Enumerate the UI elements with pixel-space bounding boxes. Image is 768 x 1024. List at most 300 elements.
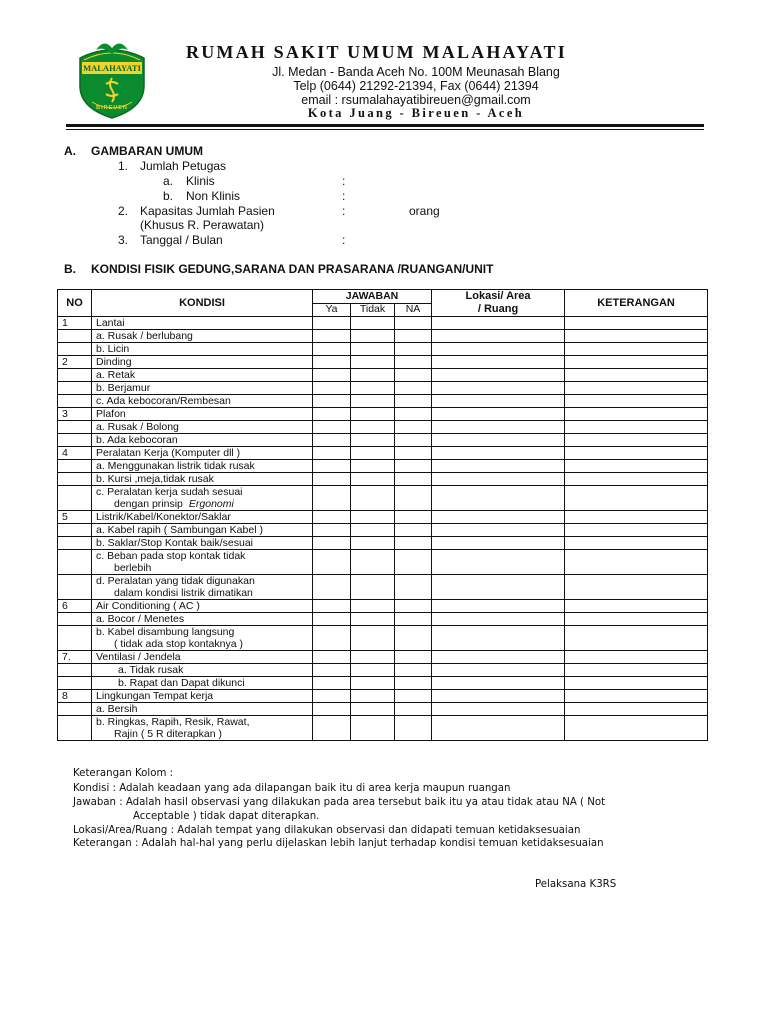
table-row [58, 703, 708, 716]
row-number [58, 550, 92, 575]
row-kondisi [92, 330, 313, 343]
keterangan-cell[interactable] [565, 690, 708, 703]
row-kondisi-line1: Plafon [96, 408, 126, 420]
section-a-letter: A. [64, 144, 76, 158]
answer-tidak-cell[interactable] [351, 447, 395, 460]
lokasi-cell[interactable] [432, 356, 565, 369]
item-1b-label: Non Klinis [186, 189, 241, 203]
row-kondisi-line1: Lingkungan Tempat kerja [96, 690, 214, 702]
table-row [58, 651, 708, 664]
row-kondisi [92, 575, 313, 600]
table-row [58, 473, 708, 486]
lokasi-cell[interactable] [432, 382, 565, 395]
lokasi-cell[interactable] [432, 664, 565, 677]
col-lokasi-line2: / Ruang [477, 303, 519, 315]
row-kondisi-line1: Peralatan Kerja (Komputer dll ) [96, 447, 241, 459]
table-row [58, 434, 708, 447]
keterangan-cell[interactable] [565, 395, 708, 408]
answer-ya-cell[interactable] [313, 511, 351, 524]
answer-na-cell[interactable] [395, 473, 432, 486]
row-number [58, 677, 92, 690]
answer-tidak-cell[interactable] [351, 343, 395, 356]
answer-na-cell[interactable] [395, 382, 432, 395]
answer-tidak-cell[interactable] [351, 550, 395, 575]
row-kondisi [92, 626, 313, 651]
row-number [58, 421, 92, 434]
table-row [58, 343, 708, 356]
answer-ya-cell[interactable] [313, 575, 351, 600]
lokasi-cell[interactable] [432, 550, 565, 575]
header-rule-thin [66, 129, 704, 130]
answer-tidak-cell[interactable] [351, 690, 395, 703]
logo-text: MALAHAYATI [83, 63, 141, 73]
keterangan-cell[interactable] [565, 575, 708, 600]
answer-ya-cell[interactable] [313, 473, 351, 486]
row-kondisi-line1: a. Bersih [96, 703, 138, 715]
section-b-title: KONDISI FISIK GEDUNG,SARANA DAN PRASARANA /RUANGAN/UNIT [91, 262, 494, 276]
row-kondisi [92, 703, 313, 716]
row-kondisi [92, 434, 313, 447]
table-body [58, 317, 708, 741]
row-kondisi-line2 [96, 587, 312, 599]
answer-ya-cell[interactable] [313, 550, 351, 575]
row-number: 7. [58, 651, 92, 664]
answer-tidak-cell[interactable] [351, 537, 395, 550]
email-line: email : rsumalahayatibireuen@gmail.com [301, 93, 531, 107]
table-row [58, 600, 708, 613]
answer-ya-cell[interactable] [313, 395, 351, 408]
answer-na-cell[interactable] [395, 664, 432, 677]
table-row [58, 317, 708, 330]
lokasi-cell[interactable] [432, 511, 565, 524]
row-kondisi-line1: Dinding [96, 356, 132, 368]
row-kondisi-line2 [96, 562, 312, 574]
row-number [58, 473, 92, 486]
lokasi-cell[interactable] [432, 613, 565, 626]
lokasi-cell[interactable] [432, 421, 565, 434]
table-row [58, 677, 708, 690]
table-row [58, 330, 708, 343]
lokasi-cell[interactable] [432, 395, 565, 408]
note-jawaban-2: Acceptable ) tidak dapat diterapkan. [133, 811, 320, 822]
hospital-logo [70, 36, 154, 120]
item-2-sublabel: (Khusus R. Perawatan) [140, 218, 265, 232]
answer-ya-cell[interactable] [313, 651, 351, 664]
row-kondisi [92, 677, 313, 690]
answer-na-cell[interactable] [395, 550, 432, 575]
answer-ya-cell[interactable] [313, 664, 351, 677]
table-row [58, 356, 708, 369]
lokasi-cell[interactable] [432, 330, 565, 343]
row-kondisi-line1: a. Rusak / Bolong [96, 421, 179, 433]
answer-ya-cell[interactable] [313, 382, 351, 395]
lokasi-cell[interactable] [432, 473, 565, 486]
row-kondisi [92, 600, 313, 613]
keterangan-cell[interactable] [565, 537, 708, 550]
row-kondisi [92, 664, 313, 677]
answer-tidak-cell[interactable] [351, 524, 395, 537]
table-row [58, 395, 708, 408]
row-kondisi [92, 651, 313, 664]
keterangan-cell[interactable] [565, 613, 708, 626]
keterangan-cell[interactable] [565, 330, 708, 343]
answer-ya-cell[interactable] [313, 356, 351, 369]
lokasi-cell[interactable] [432, 524, 565, 537]
answer-na-cell[interactable] [395, 575, 432, 600]
table-row [58, 460, 708, 473]
row-kondisi-line1: c. Beban pada stop kontak tidak [96, 550, 246, 562]
item-1-number: 1. [118, 159, 129, 173]
keterangan-cell[interactable] [565, 677, 708, 690]
hospital-name: RUMAH SAKIT UMUM MALAHAYATI [186, 42, 567, 62]
keterangan-cell[interactable] [565, 664, 708, 677]
table-row [58, 716, 708, 741]
row-kondisi-line1: Listrik/Kabel/Konektor/Saklar [96, 511, 231, 523]
item-2-unit: orang [409, 204, 440, 218]
answer-tidak-cell[interactable] [351, 716, 395, 741]
answer-na-cell[interactable] [395, 703, 432, 716]
row-kondisi-line1: Lantai [96, 317, 125, 329]
item-2-number: 2. [118, 204, 129, 218]
row-kondisi-line1: c. Ada kebocoran/Rembesan [96, 395, 231, 407]
answer-ya-cell[interactable] [313, 317, 351, 330]
row-kondisi-line2 [96, 638, 312, 650]
lokasi-cell[interactable] [432, 600, 565, 613]
row-kondisi-line2-text: ( tidak ada stop kontaknya ) [114, 638, 243, 650]
keterangan-cell[interactable] [565, 600, 708, 613]
city-line: Kota Juang - Bireuen - Aceh [307, 106, 525, 120]
answer-tidak-cell[interactable] [351, 626, 395, 651]
item-3-label: Tanggal / Bulan [140, 233, 223, 247]
answer-ya-cell[interactable] [313, 434, 351, 447]
answer-ya-cell[interactable] [313, 600, 351, 613]
col-no-header: NO [58, 290, 92, 317]
row-kondisi [92, 716, 313, 741]
row-kondisi-line1: a. Rusak / berlubang [96, 330, 193, 342]
row-number [58, 613, 92, 626]
lokasi-cell[interactable] [432, 486, 565, 511]
table-row [58, 382, 708, 395]
keterangan-cell[interactable] [565, 408, 708, 421]
keterangan-cell[interactable] [565, 716, 708, 741]
answer-ya-cell[interactable] [313, 460, 351, 473]
col-jawaban-header: JAWABAN [313, 290, 432, 304]
keterangan-cell[interactable] [565, 343, 708, 356]
lokasi-cell[interactable] [432, 343, 565, 356]
row-number [58, 524, 92, 537]
row-kondisi [92, 343, 313, 356]
answer-na-cell[interactable] [395, 524, 432, 537]
answer-na-cell[interactable] [395, 369, 432, 382]
answer-tidak-cell[interactable] [351, 703, 395, 716]
row-number [58, 395, 92, 408]
notes-heading: Keterangan Kolom : [73, 768, 174, 779]
answer-tidak-cell[interactable] [351, 356, 395, 369]
row-kondisi [92, 395, 313, 408]
lokasi-cell[interactable] [432, 716, 565, 741]
table-row [58, 408, 708, 421]
row-number [58, 703, 92, 716]
answer-na-cell[interactable] [395, 317, 432, 330]
row-kondisi-line2-text: dalam kondisi listrik dimatikan [114, 587, 253, 599]
row-number [58, 716, 92, 741]
lokasi-cell[interactable] [432, 447, 565, 460]
row-kondisi-line2-italic: Ergonomi [188, 498, 234, 510]
row-kondisi-line1: a. Bocor / Menetes [96, 613, 185, 625]
item-1b-colon: : [342, 189, 346, 203]
answer-tidak-cell[interactable] [351, 330, 395, 343]
lokasi-cell[interactable] [432, 408, 565, 421]
row-number: 3 [58, 408, 92, 421]
signature-label: Pelaksana K3RS [535, 879, 617, 890]
item-1b-letter: b. [163, 189, 174, 203]
lokasi-cell[interactable] [432, 434, 565, 447]
row-kondisi [92, 369, 313, 382]
row-kondisi [92, 537, 313, 550]
answer-tidak-cell[interactable] [351, 664, 395, 677]
col-ya-header: Ya [313, 303, 351, 317]
lokasi-cell[interactable] [432, 703, 565, 716]
keterangan-cell[interactable] [565, 447, 708, 460]
keterangan-cell[interactable] [565, 382, 708, 395]
answer-ya-cell[interactable] [313, 421, 351, 434]
row-kondisi-line1: b. Berjamur [96, 382, 151, 394]
answer-na-cell[interactable] [395, 537, 432, 550]
row-kondisi [92, 382, 313, 395]
col-lokasi-line1: Lokasi/ Area [465, 290, 531, 302]
answer-na-cell[interactable] [395, 651, 432, 664]
answer-tidak-cell[interactable] [351, 395, 395, 408]
lokasi-cell[interactable] [432, 626, 565, 651]
answer-tidak-cell[interactable] [351, 421, 395, 434]
answer-tidak-cell[interactable] [351, 317, 395, 330]
row-number [58, 460, 92, 473]
answer-na-cell[interactable] [395, 408, 432, 421]
answer-na-cell[interactable] [395, 677, 432, 690]
answer-tidak-cell[interactable] [351, 575, 395, 600]
row-kondisi [92, 356, 313, 369]
answer-tidak-cell[interactable] [351, 473, 395, 486]
lokasi-cell[interactable] [432, 460, 565, 473]
answer-ya-cell[interactable] [313, 524, 351, 537]
row-kondisi [92, 511, 313, 524]
phone-line: Telp (0644) 21292-21394, Fax (0644) 21394 [293, 79, 539, 93]
answer-na-cell[interactable] [395, 460, 432, 473]
row-kondisi [92, 690, 313, 703]
row-kondisi-line1: b. Kabel disambung langsung [96, 626, 235, 638]
answer-na-cell[interactable] [395, 626, 432, 651]
row-kondisi-line2-text: berlebih [114, 562, 152, 574]
row-kondisi-line1: b. Ringkas, Rapih, Resik, Rawat, [96, 716, 250, 728]
row-number: 4 [58, 447, 92, 460]
row-number [58, 486, 92, 511]
item-2-colon: : [342, 204, 346, 218]
answer-ya-cell[interactable] [313, 330, 351, 343]
keterangan-cell[interactable] [565, 486, 708, 511]
answer-ya-cell[interactable] [313, 690, 351, 703]
keterangan-cell[interactable] [565, 626, 708, 651]
keterangan-cell[interactable] [565, 356, 708, 369]
row-kondisi [92, 486, 313, 511]
item-3-colon: : [342, 233, 346, 247]
row-kondisi [92, 447, 313, 460]
table-row [58, 511, 708, 524]
answer-ya-cell[interactable] [313, 369, 351, 382]
row-kondisi-line2 [96, 728, 312, 740]
answer-tidak-cell[interactable] [351, 408, 395, 421]
lokasi-cell[interactable] [432, 677, 565, 690]
note-lokasi: Lokasi/Area/Ruang : Adalah tempat yang dilakukan observasi dan didapati temuan ketidaksesuaian [73, 825, 581, 836]
row-kondisi-line1: a. Retak [96, 369, 136, 381]
row-number [58, 382, 92, 395]
answer-tidak-cell[interactable] [351, 486, 395, 511]
keterangan-cell[interactable] [565, 317, 708, 330]
logo-subtext: BIREUEN [96, 105, 128, 111]
answer-ya-cell[interactable] [313, 447, 351, 460]
answer-tidak-cell[interactable] [351, 651, 395, 664]
row-kondisi [92, 550, 313, 575]
answer-na-cell[interactable] [395, 486, 432, 511]
address-line: Jl. Medan - Banda Aceh No. 100M Meunasah Blang [272, 65, 560, 79]
keterangan-cell[interactable] [565, 550, 708, 575]
table-row [58, 421, 708, 434]
table-row [58, 575, 708, 600]
keterangan-cell[interactable] [565, 511, 708, 524]
keterangan-cell[interactable] [565, 369, 708, 382]
row-kondisi-line1: c. Peralatan kerja sudah sesuai [96, 486, 243, 498]
answer-ya-cell[interactable] [313, 626, 351, 651]
row-number: 8 [58, 690, 92, 703]
row-kondisi-line2 [96, 498, 312, 510]
table-row [58, 690, 708, 703]
row-kondisi-line2-text: dengan prinsip [114, 498, 183, 510]
table-row [58, 626, 708, 651]
answer-tidak-cell[interactable] [351, 600, 395, 613]
keterangan-cell[interactable] [565, 421, 708, 434]
row-number: 6 [58, 600, 92, 613]
table-row [58, 613, 708, 626]
answer-ya-cell[interactable] [313, 677, 351, 690]
row-number [58, 626, 92, 651]
answer-na-cell[interactable] [395, 511, 432, 524]
note-jawaban-1: Jawaban : Adalah hasil observasi yang dilakukan pada area tersebut baik itu ya atau tidak atau NA ( Not [73, 797, 606, 808]
row-kondisi-line1: b. Kursi ,meja,tidak rusak [96, 473, 214, 485]
answer-tidak-cell[interactable] [351, 511, 395, 524]
inspection-table [57, 289, 708, 741]
item-1a-colon: : [342, 174, 346, 188]
answer-na-cell[interactable] [395, 343, 432, 356]
answer-ya-cell[interactable] [313, 343, 351, 356]
answer-na-cell[interactable] [395, 447, 432, 460]
note-keterangan: Keterangan : Adalah hal-hal yang perlu dijelaskan lebih lanjut terhadap kondisi temuan ketidaksesuaian [73, 838, 604, 849]
row-number [58, 537, 92, 550]
table-row [58, 369, 708, 382]
col-kondisi-header: KONDISI [92, 290, 313, 317]
section-a-title: GAMBARAN UMUM [91, 144, 203, 158]
keterangan-cell[interactable] [565, 434, 708, 447]
row-number: 2 [58, 356, 92, 369]
lokasi-cell[interactable] [432, 317, 565, 330]
answer-na-cell[interactable] [395, 421, 432, 434]
row-number [58, 369, 92, 382]
row-kondisi-line1: b. Ada kebocoran [96, 434, 178, 446]
answer-ya-cell[interactable] [313, 486, 351, 511]
table-row [58, 447, 708, 460]
keterangan-cell[interactable] [565, 651, 708, 664]
row-number [58, 434, 92, 447]
answer-na-cell[interactable] [395, 395, 432, 408]
row-kondisi [92, 317, 313, 330]
row-kondisi-line1: b. Licin [96, 343, 130, 355]
table-row [58, 550, 708, 575]
table-row [58, 664, 708, 677]
answer-ya-cell[interactable] [313, 703, 351, 716]
col-lokasi-header [432, 290, 565, 317]
item-3-number: 3. [118, 233, 129, 247]
col-tidak-header: Tidak [351, 303, 395, 317]
col-keterangan-header: KETERANGAN [565, 290, 708, 317]
answer-na-cell[interactable] [395, 434, 432, 447]
row-kondisi [92, 473, 313, 486]
item-1-label: Jumlah Petugas [140, 159, 227, 173]
row-kondisi [92, 408, 313, 421]
keterangan-cell[interactable] [565, 460, 708, 473]
row-number [58, 575, 92, 600]
answer-ya-cell[interactable] [313, 408, 351, 421]
answer-tidak-cell[interactable] [351, 369, 395, 382]
row-number [58, 330, 92, 343]
row-kondisi-line1: d. Peralatan yang tidak digunakan [96, 575, 255, 587]
row-number [58, 664, 92, 677]
answer-na-cell[interactable] [395, 330, 432, 343]
answer-ya-cell[interactable] [313, 716, 351, 741]
keterangan-cell[interactable] [565, 524, 708, 537]
row-kondisi [92, 421, 313, 434]
lokasi-cell[interactable] [432, 690, 565, 703]
section-b-letter: B. [64, 262, 76, 276]
answer-ya-cell[interactable] [313, 537, 351, 550]
answer-tidak-cell[interactable] [351, 677, 395, 690]
answer-na-cell[interactable] [395, 690, 432, 703]
lokasi-cell[interactable] [432, 369, 565, 382]
answer-na-cell[interactable] [395, 613, 432, 626]
answer-na-cell[interactable] [395, 716, 432, 741]
row-kondisi-line1: b. Rapat dan Dapat dikunci [118, 677, 245, 689]
lokasi-cell[interactable] [432, 575, 565, 600]
note-kondisi: Kondisi : Adalah keadaan yang ada dilapangan baik itu di area kerja maupun ruangan [73, 783, 511, 794]
answer-na-cell[interactable] [395, 356, 432, 369]
answer-ya-cell[interactable] [313, 613, 351, 626]
row-kondisi-line1: Air Conditioning ( AC ) [96, 600, 200, 612]
answer-tidak-cell[interactable] [351, 460, 395, 473]
row-kondisi-line1: a. Menggunakan listrik tidak rusak [96, 460, 255, 472]
row-kondisi-line1: b. Saklar/Stop Kontak baik/sesuai [96, 537, 254, 549]
answer-tidak-cell[interactable] [351, 382, 395, 395]
keterangan-cell[interactable] [565, 473, 708, 486]
item-1a-label: Klinis [186, 174, 215, 188]
row-number [58, 343, 92, 356]
answer-tidak-cell[interactable] [351, 613, 395, 626]
row-kondisi-line2-text: Rajin ( 5 R diterapkan ) [114, 728, 222, 740]
table-row [58, 537, 708, 550]
row-number: 5 [58, 511, 92, 524]
answer-tidak-cell[interactable] [351, 434, 395, 447]
keterangan-cell[interactable] [565, 703, 708, 716]
answer-na-cell[interactable] [395, 600, 432, 613]
lokasi-cell[interactable] [432, 651, 565, 664]
lokasi-cell[interactable] [432, 537, 565, 550]
item-2-label: Kapasitas Jumlah Pasien [140, 204, 275, 218]
